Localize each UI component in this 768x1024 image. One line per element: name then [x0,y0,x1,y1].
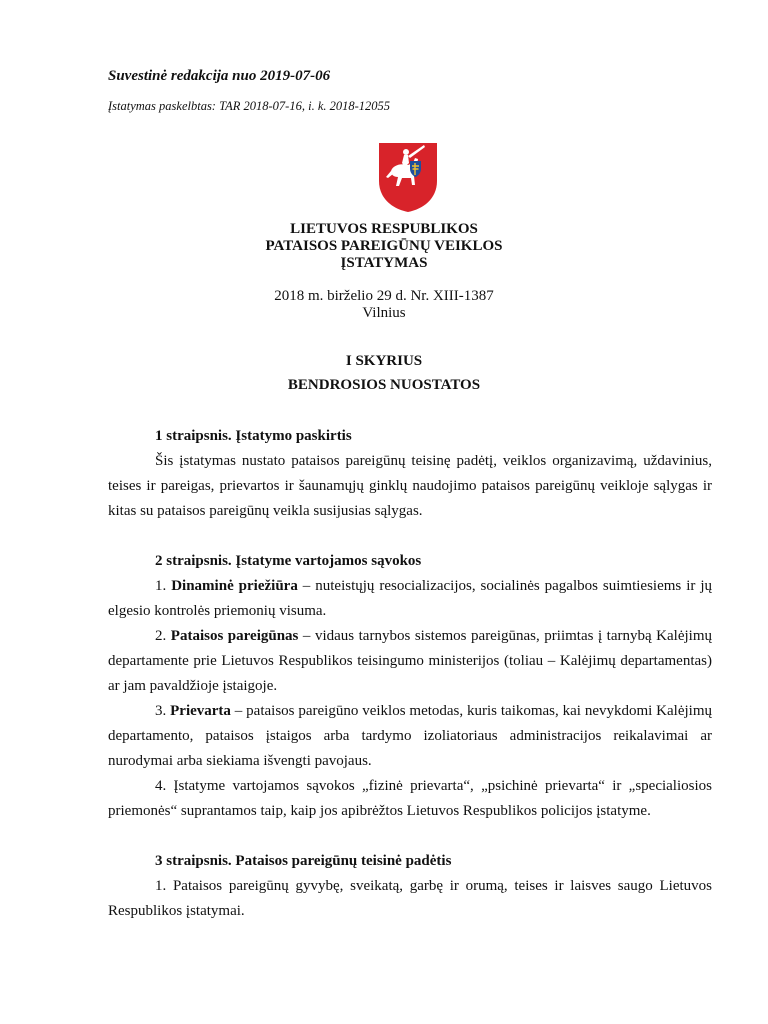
dateline [108,288,660,322]
definition-text: – nuteistųjų resocializacijos, socialinės pagalbos suimtiesiems ir jų elgesio kontrolės priemonių visuma. [108,578,713,619]
article-paragraph: 1. Pataisos pareigūnų gyvybę, sveikatą, garbę ir orumą, teises ir laisves saugo Lietuvos Respublikos įstatymai. [108,878,712,919]
article-title: 3 straipsnis. Pataisos pareigūnų teisinė padėtis [155,853,452,869]
defined-term: Dinaminė priežiūra [171,578,298,594]
article-paragraph: 4. Įstatyme vartojamos sąvokos „fizinė prievarta“, „psichinė prievarta“ ir „specialiosios priemonės“ suprantamos taip, kaip jos apibrėžtos Lietuvos Respublikos policijos įstatyme. [108,778,712,819]
definition-paragraph [108,624,712,699]
article-paragraph: Šis įstatymas nustato pataisos pareigūnų teisinę padėtį, veiklos organizavimą, uždavinius, teises ir pareigas, prievartos ir šaunamųjų ginklų naudojimo pataisos pareigūnų veikloje sąlygas ir kitas su pataisos pareigūnų veikla susijusias sąlygas. [108,453,712,519]
law-place: Vilnius [362,305,406,321]
title-line: ĮSTATYMAS [340,255,428,271]
defined-term: Pataisos pareigūnas [170,628,299,644]
lithuania-coat-of-arms-icon [377,141,439,213]
chapter-number: I SKYRIUS [345,353,423,369]
chapter-title: BENDROSIOS NUOSTATOS [287,377,481,393]
title-line: PATAISOS PAREIGŪNŲ VEIKLOS [265,238,503,254]
article-title: 2 straipsnis. Įstatyme vartojamos sąvokos [155,553,422,569]
article-title: 1 straipsnis. Įstatymo paskirtis [155,428,352,444]
publication-note: Įstatymas paskelbtas: TAR 2018-07-16, i. k. 2018-12055 [108,99,391,113]
definition-number: 2. [155,628,171,644]
definition-number: 3. [155,703,171,719]
title-line: LIETUVOS RESPUBLIKOS [290,221,478,237]
definition-paragraph [108,574,712,624]
definition-text: – pataisos pareigūno veiklos metodas, kuris taikomas, kai nevykdomi Kalėjimų departamento, pataisos įstaigos arba tardymo izoliatoriaus administracijos reikalavimai ar nurodymai arba siekiama išvengti pavojaus. [108,703,713,769]
law-title [108,221,660,272]
definition-number: 1. [155,578,172,594]
consolidated-edition-note: Suvestinė redakcija nuo 2019-07-06 [108,68,331,84]
definition-paragraph [108,699,712,774]
defined-term: Prievarta [170,703,231,719]
law-date-number: 2018 m. birželio 29 d. Nr. XIII-1387 [274,288,494,304]
definition-text: – vidaus tarnybos sistemos pareigūnas, priimtas į tarnybą Kalėjimų departamente prie Lietuvos Respublikos teisingumo ministerijos (toliau – Kalėjimų departamentas) ar jam pavaldžioje įstaigoje. [108,628,712,694]
